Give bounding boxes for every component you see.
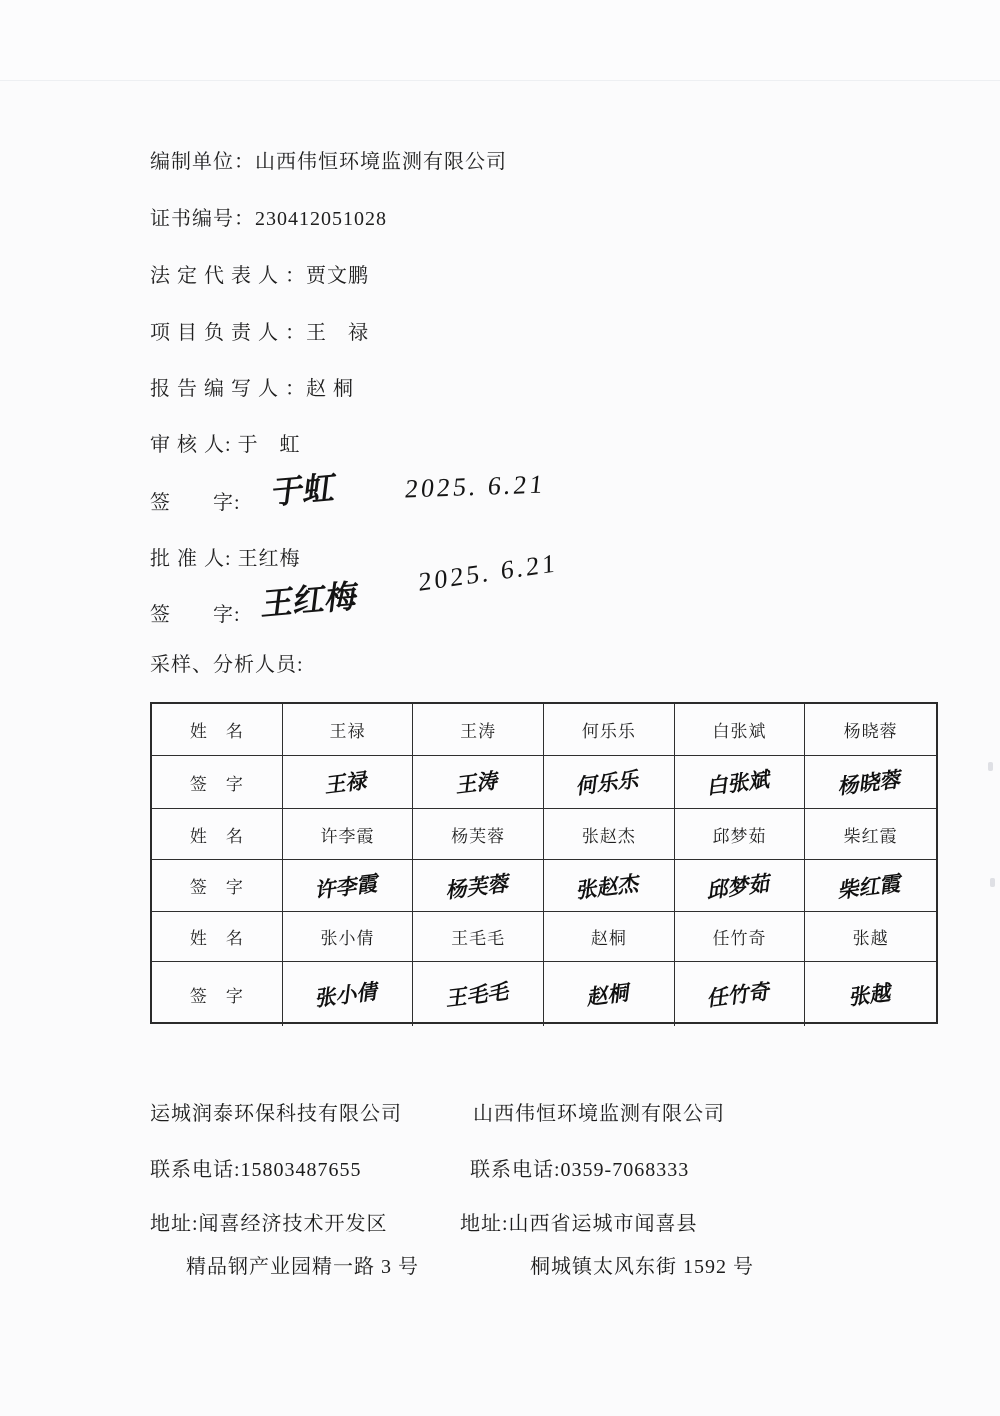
staff-signature-cell	[544, 756, 675, 809]
handwritten-signature: 张赵杰	[575, 870, 642, 903]
staff-signature-cell	[675, 756, 806, 809]
staff-name: 何乐乐	[544, 704, 675, 756]
handwritten-signature: 王禄	[325, 768, 370, 798]
reviewer-signature-date: 2025. 6.21	[403, 469, 548, 504]
staff-signature-cell	[283, 962, 414, 1026]
row-header-signature: 签 字	[152, 962, 283, 1026]
row-header-signature: 签 字	[152, 756, 283, 809]
staff-signature-cell	[805, 756, 936, 809]
handwritten-signature: 张越	[848, 980, 893, 1010]
staff-signature-cell	[413, 860, 544, 912]
staff-name: 张小倩	[283, 912, 414, 962]
staff-signature-cell	[283, 756, 414, 809]
compiling-unit-line	[150, 145, 507, 174]
staff-name: 赵桐	[544, 912, 675, 962]
footer-left-phone: 联系电话:15803487655	[150, 1159, 362, 1181]
staff-heading: 采样、分析人员:	[150, 654, 304, 676]
scan-edge-strip	[0, 0, 1000, 81]
footer-right-address-line2: 桐城镇太风东街 1592 号	[530, 1256, 754, 1278]
footer-left-company: 运城润泰环保科技有限公司	[150, 1103, 402, 1125]
staff-signature-cell	[283, 860, 414, 912]
compiling-unit-label: 编制单位：	[150, 151, 255, 173]
project-manager-value: 王 禄	[306, 322, 369, 344]
certificate-number-line	[150, 202, 387, 231]
staff-signature-cell	[805, 962, 936, 1026]
staff-name: 任竹奇	[675, 912, 806, 962]
compiling-unit-value: 山西伟恒环境监测有限公司	[255, 151, 507, 173]
staff-signature-cell	[675, 962, 806, 1026]
staff-name: 柴红霞	[805, 809, 936, 860]
report-writer-line	[150, 372, 354, 401]
handwritten-signature: 张小倩	[314, 978, 381, 1012]
reviewer-value: 于 虹	[237, 434, 301, 456]
approver-line	[150, 542, 301, 571]
handwritten-signature: 许李霞	[314, 870, 381, 903]
project-manager-line	[150, 316, 369, 345]
footer-left-address-line2: 精品钢产业园精一路 3 号	[186, 1256, 419, 1278]
signature-line-reviewer	[150, 486, 241, 515]
row-header-name: 姓 名	[152, 704, 283, 756]
legal-representative-label: 法 定 代 表 人 ：	[150, 265, 306, 287]
staff-name: 张越	[805, 912, 936, 962]
signature-label-reviewer: 签 字:	[150, 492, 241, 514]
footer-right-company: 山西伟恒环境监测有限公司	[473, 1103, 725, 1125]
scan-artifact	[990, 878, 995, 887]
staff-name: 白张斌	[675, 704, 806, 756]
staff-signature-cell	[675, 860, 806, 912]
staff-name: 邱梦茹	[675, 809, 806, 860]
staff-name: 杨晓蓉	[805, 704, 936, 756]
staff-signature-table	[150, 702, 938, 1024]
legal-representative-line	[150, 259, 369, 288]
signature-label-approver: 签 字:	[150, 604, 241, 626]
staff-signature-cell	[544, 962, 675, 1026]
staff-signature-cell	[544, 860, 675, 912]
handwritten-signature: 杨芙蓉	[445, 870, 511, 903]
footer-left-address-line1: 地址:闻喜经济技术开发区	[150, 1213, 388, 1235]
project-manager-label: 项 目 负 责 人 ：	[150, 322, 306, 344]
scan-artifact	[988, 762, 993, 771]
row-header-name: 姓 名	[152, 809, 283, 860]
staff-name: 张赵杰	[544, 809, 675, 860]
handwritten-signature: 王毛毛	[445, 978, 511, 1012]
staff-name: 王禄	[283, 704, 414, 756]
footer-right-phone: 联系电话:0359-7068333	[470, 1159, 690, 1181]
row-header-name: 姓 名	[152, 912, 283, 962]
approver-signature-date: 2025. 6.21	[418, 548, 558, 597]
staff-name: 杨芙蓉	[413, 809, 544, 860]
handwritten-signature: 邱梦茹	[706, 870, 773, 903]
report-writer-label: 报 告 编 写 人 ：	[150, 378, 306, 400]
report-writer-value: 赵 桐	[306, 378, 354, 400]
signature-line-approver	[150, 598, 241, 627]
reviewer-line	[150, 428, 301, 457]
handwritten-signature: 何乐乐	[575, 766, 642, 800]
staff-signature-cell	[805, 860, 936, 912]
staff-name: 许李霞	[283, 809, 414, 860]
approver-value: 王红梅	[237, 548, 301, 570]
handwritten-signature: 赵桐	[586, 980, 632, 1010]
handwritten-signature: 白张斌	[706, 766, 773, 800]
staff-signature-cell	[413, 962, 544, 1026]
approver-label: 批 准 人:	[150, 548, 232, 570]
reviewer-label: 审 核 人:	[150, 434, 232, 456]
certificate-number-label: 证书编号：	[150, 208, 255, 230]
footer-right-address-line1: 地址:山西省运城市闻喜县	[460, 1213, 698, 1235]
certificate-number-value: 230412051028	[255, 208, 387, 230]
handwritten-signature: 王涛	[455, 768, 501, 798]
staff-name: 王毛毛	[413, 912, 544, 962]
handwritten-signature: 杨晓蓉	[837, 766, 904, 800]
staff-name: 王涛	[413, 704, 544, 756]
approver-handwritten-signature: 王红梅	[259, 577, 360, 623]
reviewer-handwritten-signature: 于虹	[269, 468, 338, 512]
staff-signature-cell	[413, 756, 544, 809]
row-header-signature: 签 字	[152, 860, 283, 912]
handwritten-signature: 柴红霞	[837, 870, 904, 903]
handwritten-signature: 任竹奇	[706, 978, 773, 1012]
legal-representative-value: 贾文鹏	[306, 265, 369, 287]
